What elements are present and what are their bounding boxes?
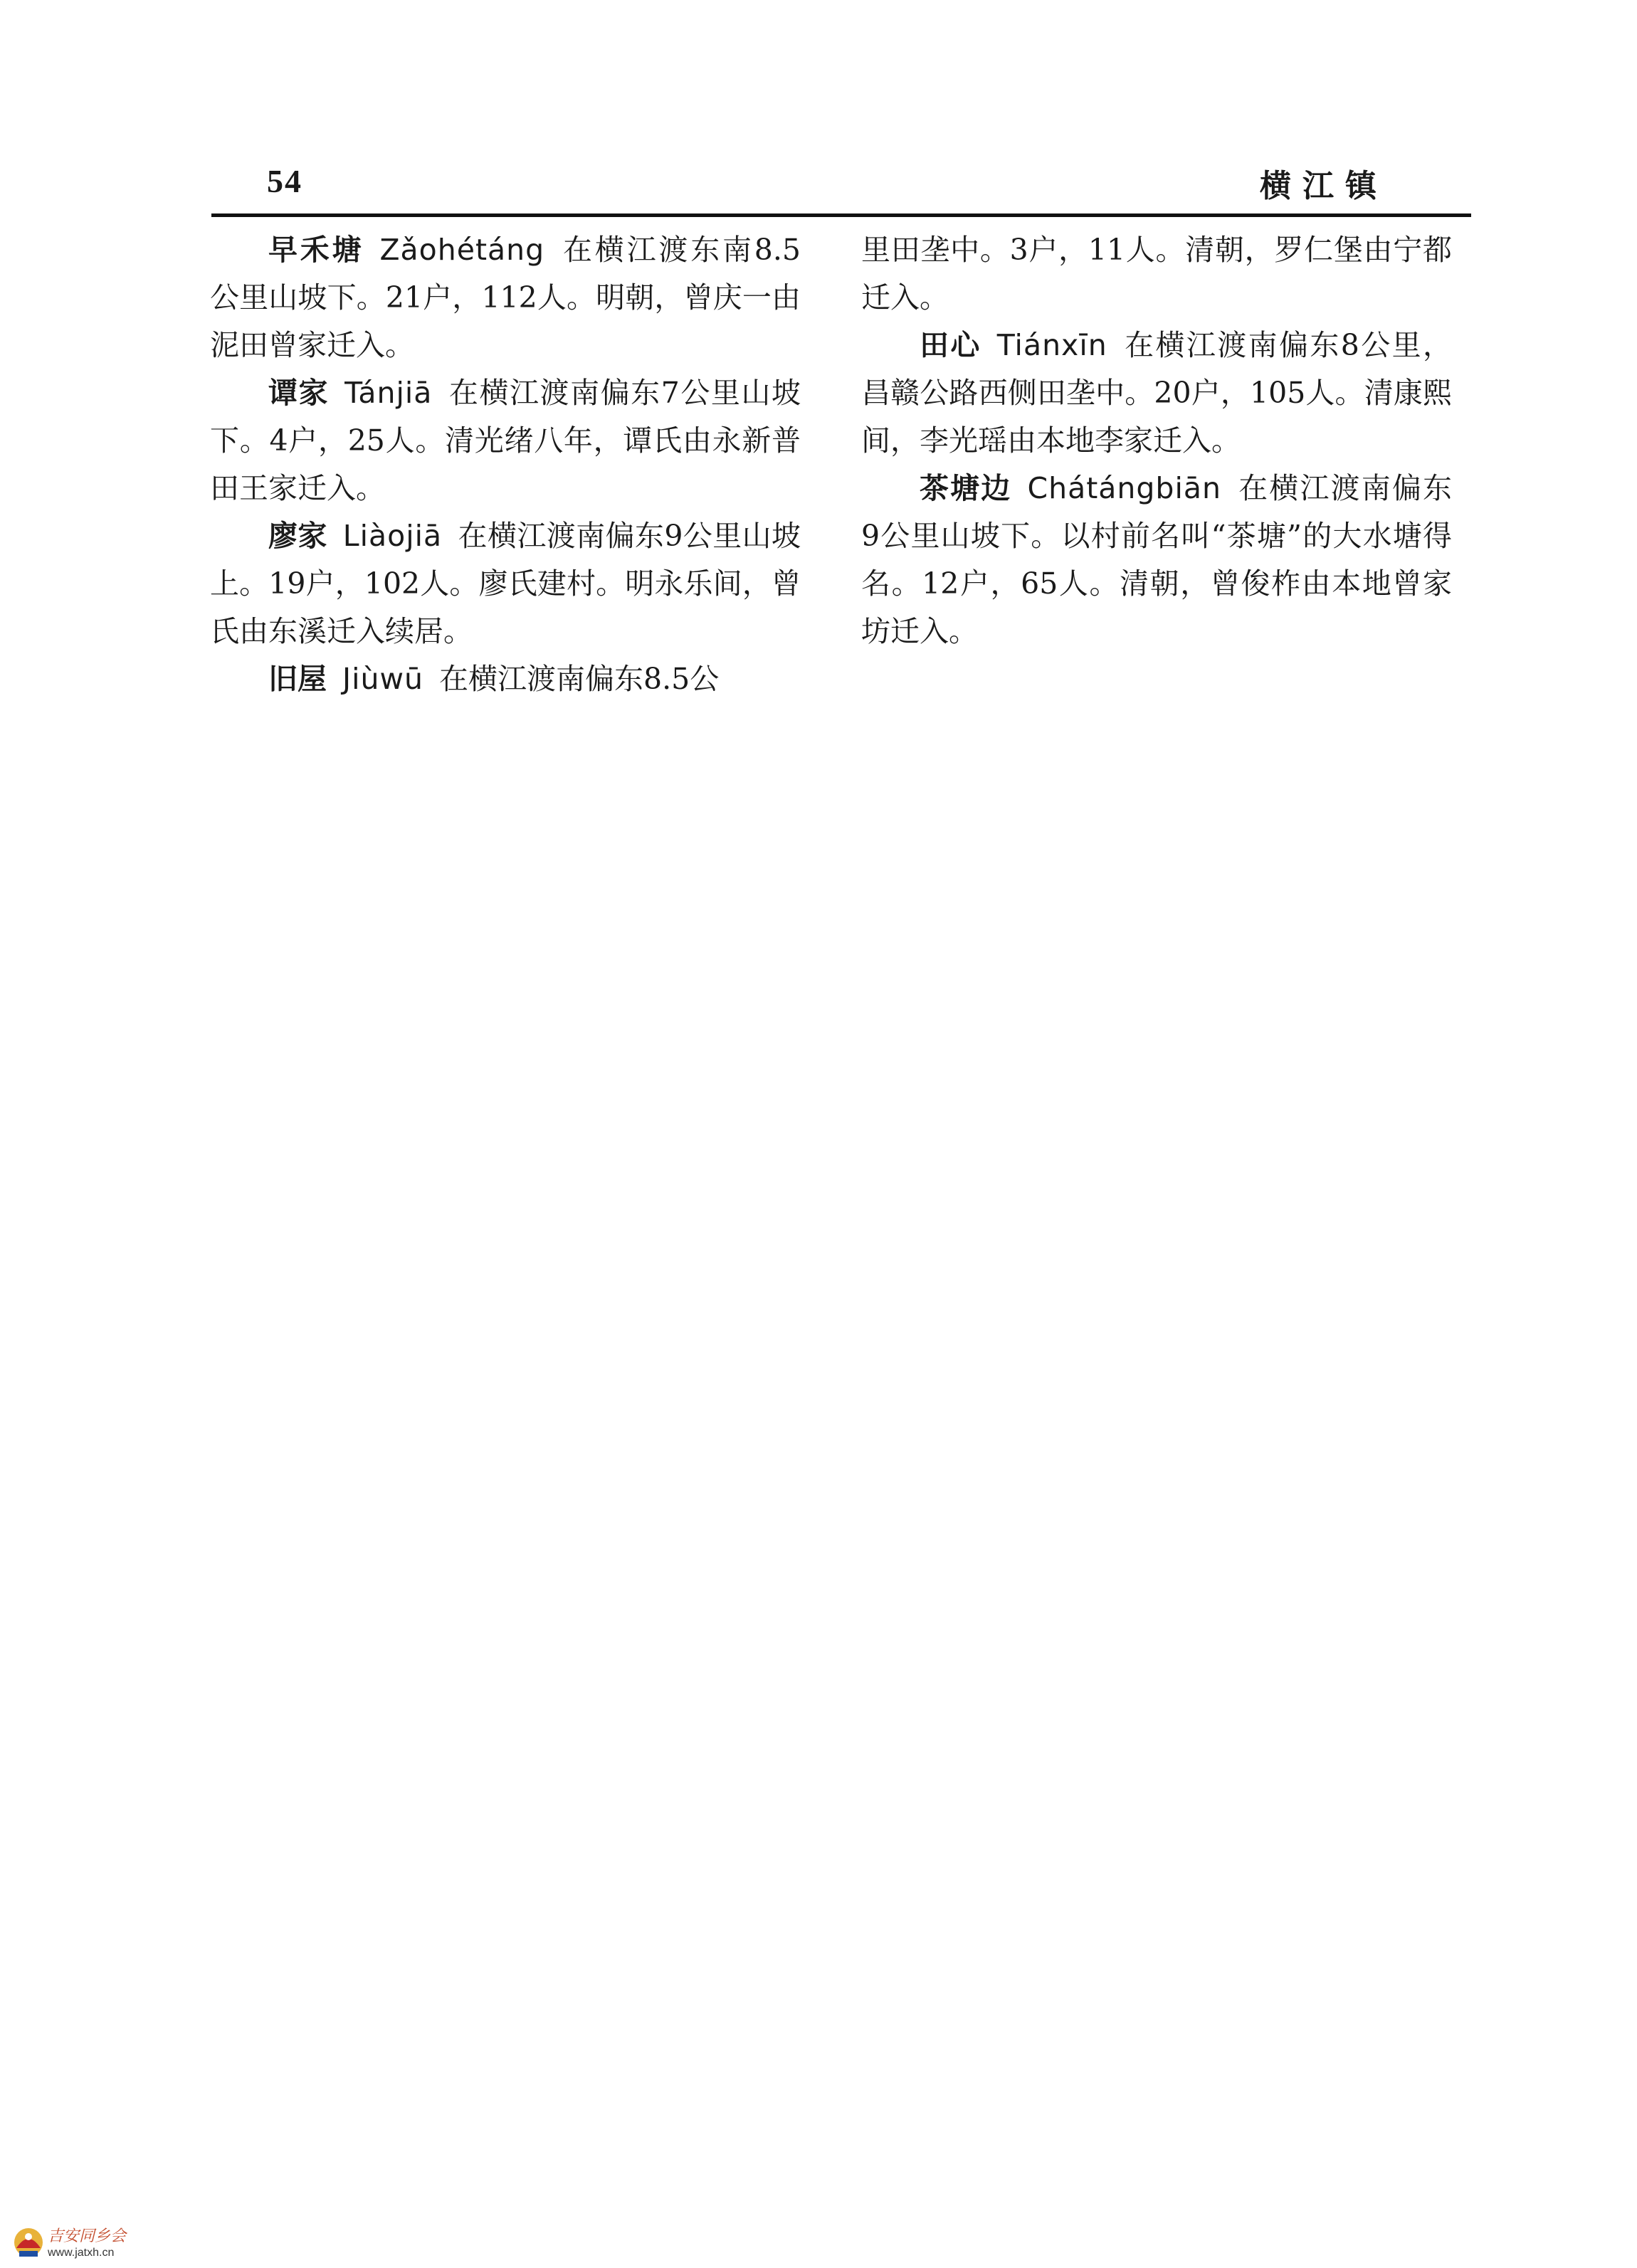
entry-name: 谭家: [268, 376, 330, 410]
entry-tanjia: [210, 369, 801, 512]
left-column: [210, 226, 801, 703]
entry-pinyin: Jiùwū: [342, 662, 423, 696]
entry-name: 旧屋: [268, 662, 327, 696]
entry-name: 茶塘边: [920, 471, 1012, 505]
watermark-url: www.jatxh.cn: [48, 2247, 115, 2259]
entry-body: 在横江渡南偏东9公里山坡上。19户，102人。廖氏建村。明永乐间，曾氏由东溪迁入续居。: [210, 519, 801, 648]
entry-pinyin: Tánjiā: [344, 376, 433, 410]
entry-pinyin: Zǎohétáng: [379, 233, 545, 267]
entry-name: 早禾塘: [268, 233, 364, 267]
entry-continuation: 里田垄中。3户，11人。清朝，罗仁堡由宁都迁入。: [861, 233, 1452, 315]
entry-pinyin: Liàojiā: [342, 519, 443, 553]
watermark-text: 吉安同乡会: [48, 2227, 127, 2245]
running-title: 横江镇: [1260, 168, 1388, 204]
entry-body: 在横江渡南偏东7公里山坡下。4户，25人。清光绪八年，谭氏由永新普田王家迁入。: [210, 376, 801, 505]
entry-liaojia: [210, 512, 801, 655]
emblem-icon: [11, 2222, 46, 2259]
watermark-logo: [11, 2222, 224, 2265]
header-rule: [211, 213, 1471, 217]
entry-body: 在横江渡南偏东9公里山坡下。以村前名叫“茶塘”的大水塘得名。12户，65人。清朝，曾俊柞由本地曾家坊迁入。: [861, 471, 1453, 648]
entry-tianxin: [861, 322, 1452, 465]
entry-name: 廖家: [268, 519, 327, 553]
entry-body: 在横江渡东南8.5公里山坡下。21户，112人。明朝，曾庆一由泥田曾家迁入。: [210, 233, 801, 362]
entry-zaohetang: [210, 226, 801, 369]
page-number: 54: [267, 163, 302, 199]
entry-body: 在横江渡南偏东8公里，昌赣公路西侧田垄中。20户，105人。清康熙间，李光瑶由本地李家迁入。: [861, 328, 1452, 458]
entry-body: 在横江渡南偏东8.5公: [439, 662, 720, 696]
right-column: [861, 226, 1452, 655]
entry-pinyin: Tiánxīn: [996, 328, 1107, 362]
entry-chatangbian: [861, 465, 1452, 655]
entry-jiuwu: [210, 655, 801, 703]
entry-pinyin: Chátángbiān: [1027, 471, 1221, 505]
entry-name: 田心: [920, 328, 981, 362]
